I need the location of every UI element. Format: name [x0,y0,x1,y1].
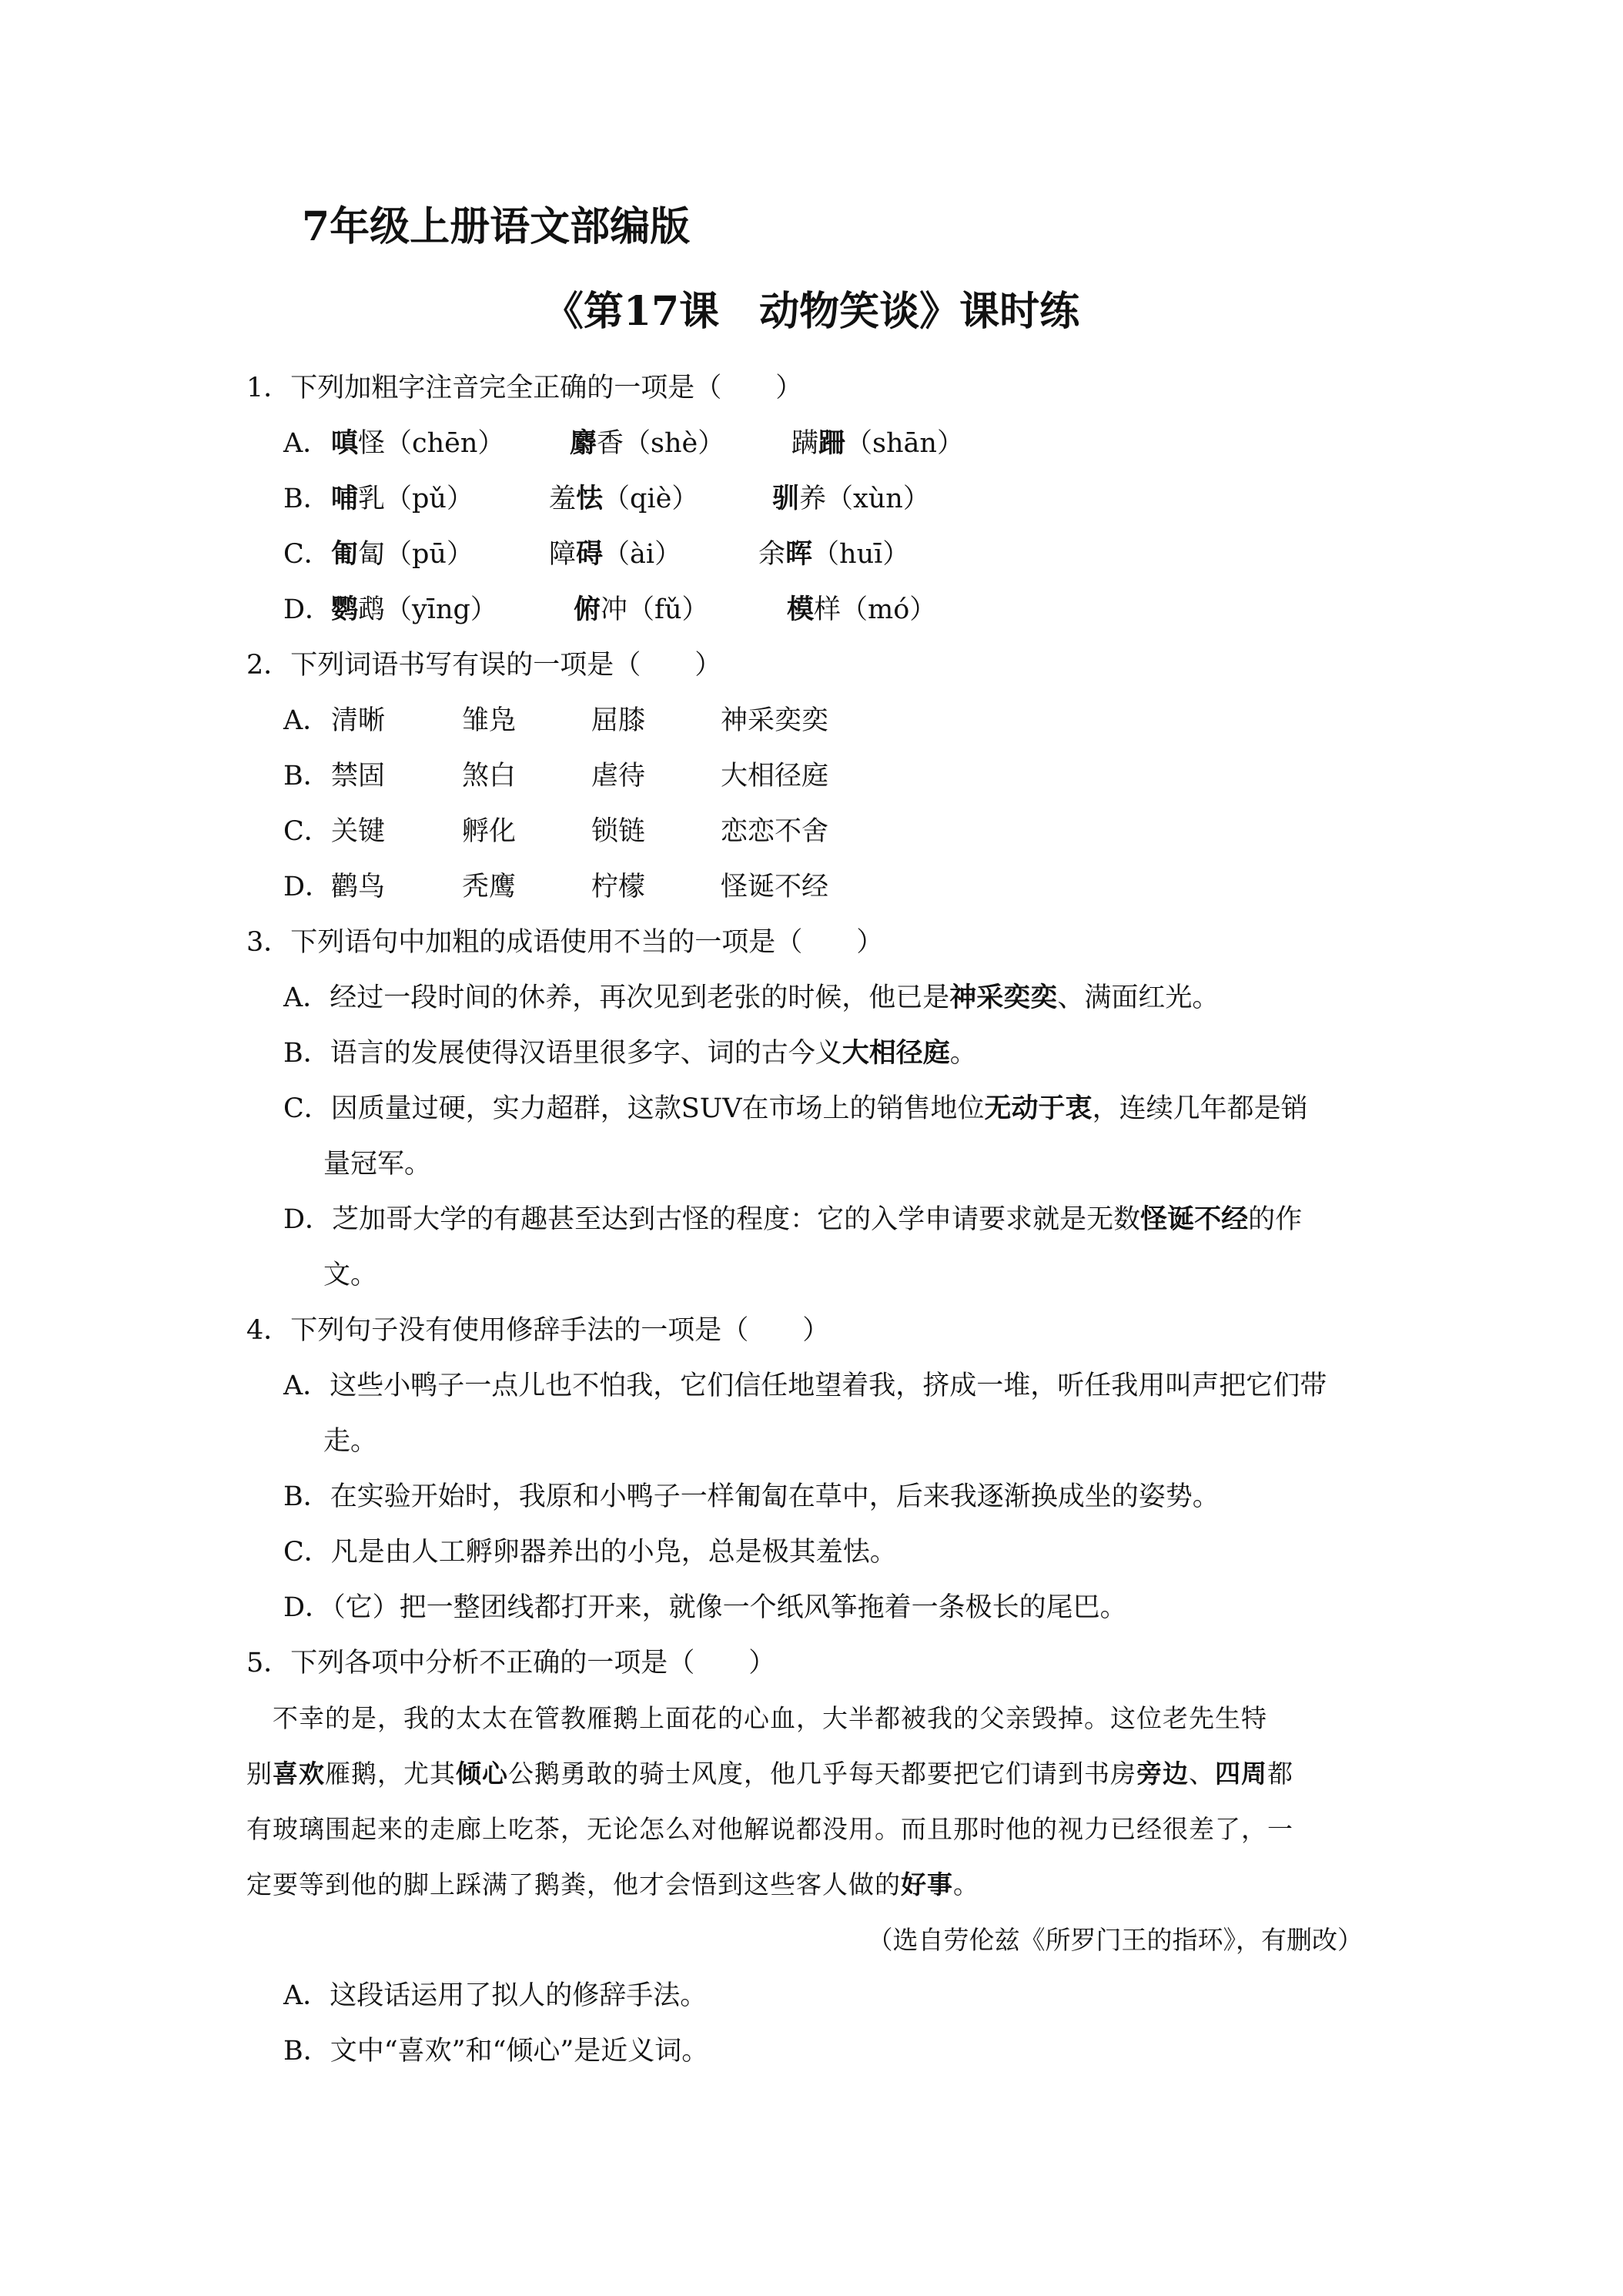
q1-d-item3: 模样（mó） [787,594,937,625]
q3-option-d: D．芝加哥大学的有趣甚至达到古怪的程度：它的入学申请要求就是无数怪诞不经的作 [283,1203,1303,1235]
option-label: A． [283,428,330,459]
q2-word: 禁固 [331,761,386,792]
q2-word: 孵化 [462,816,517,847]
q5-passage-line-2: 别喜欢雁鹅，尤其倾心公鹅勇敢的骑士风度，他几乎每天都要把它们请到书房旁边、四周都 [246,1759,1293,1789]
q4-option-d: D．（它）把一整团线都打开来，就像一个纸风筝拖着一条极长的尾巴。 [283,1592,1127,1623]
option-label: A． [283,705,330,736]
option-label: A． [283,982,330,1013]
q1-a-item1: 嗔怪（chēn） [331,427,505,459]
q5-option-a: A．这段话运用了拟人的修辞手法。 [283,1980,708,2011]
q2-word: 清晰 [331,705,386,736]
q3-d-continuation: 文。 [323,1260,378,1290]
q1-c-item2: 障碍（ài） [549,538,682,570]
q3-c-idiom: 无动于衷 [984,1093,1093,1124]
q3-d-idiom: 怪诞不经 [1140,1203,1249,1235]
option-label: A． [283,1980,330,2011]
q2-word: 煞白 [462,761,517,792]
q1-c-item3: 余晖（huī） [758,538,910,570]
q3-option-a: A．经过一段时间的休养，再次见到老张的时候，他已是神采奕奕、满面红光。 [283,982,1220,1013]
q2-option-d [283,859,829,915]
grade-title: 7年级上册语文部编版 [302,203,691,250]
q1-option-b [283,471,930,527]
q4-stem: 4．下列句子没有使用修辞手法的一项是（ ） [246,1315,830,1346]
option-label: A． [283,1371,330,1401]
q4-option-c: C．凡是由人工孵卵器养出的小凫，总是极其羞怯。 [283,1537,897,1568]
q2-word: 雏凫 [462,705,517,736]
q2-word: 秃鹰 [462,872,517,902]
q5-passage-line-4: 定要等到他的脚上踩满了鹅粪，他才会悟到这些客人做的好事。 [246,1869,979,1899]
q5-stem: 5．下列各项中分析不正确的一项是（ ） [246,1648,776,1678]
q1-b-item3: 驯养（xùn） [772,483,930,514]
q2-word: 恋恋不舍 [721,816,829,847]
q3-a-idiom: 神采奕奕 [949,982,1058,1013]
q1-option-c [283,527,910,582]
q1-option-d [283,582,937,638]
q5-passage-line-3: 有玻璃围起来的走廊上吃茶，无论怎么对他解说都没用。而且那时他的视力已经很差了，一 [246,1814,1293,1844]
q3-b-idiom: 大相径庭 [842,1037,950,1069]
option-label: B． [283,1481,330,1512]
q2-word: 神采奕奕 [721,705,829,736]
q3-c-continuation: 量冠军。 [323,1149,432,1180]
option-label: B． [283,761,330,792]
option-label: B． [283,484,330,514]
q1-d-item2: 俯冲（fǔ） [574,594,709,625]
option-label: C． [283,539,331,570]
option-label: D． [283,1204,333,1235]
q1-c-item1: 匍匐（pū） [331,538,474,570]
lesson-title: 《第17课 动物笑谈》课时练 [543,288,1080,335]
q2-word: 柠檬 [591,872,646,902]
q1-stem: 1．下列加粗字注音完全正确的一项是（ ） [246,373,803,403]
q2-word: 屈膝 [591,705,646,736]
q4-a-continuation: 走。 [323,1426,378,1457]
q2-word: 锁链 [591,816,646,847]
q5-source-citation: （选自劳伦兹《所罗门王的指环》，有删改） [867,1925,1363,1955]
q1-a-item3: 蹒跚（shān） [791,427,964,459]
q2-word: 虐待 [591,761,646,792]
q1-d-item1: 鹦鹉（yīng） [331,594,497,625]
q2-option-a [283,693,829,748]
option-label: C． [283,1537,331,1568]
q3-stem: 3．下列语句中加粗的成语使用不当的一项是（ ） [246,927,884,958]
option-label: C． [283,1093,331,1124]
q1-b-item2: 羞怯（qiè） [549,483,699,514]
option-label: C． [283,816,331,847]
q3-option-b: B．语言的发展使得汉语里很多字、词的古今义大相径庭。 [283,1037,977,1069]
q1-b-item1: 哺乳（pǔ） [331,483,474,514]
option-label: B． [283,1038,330,1069]
option-label: D． [283,872,333,902]
q2-word: 关键 [331,816,386,847]
q2-stem: 2．下列词语书写有误的一项是（ ） [246,650,722,681]
q5-option-b: B．文中“喜欢”和“倾心”是近义词。 [283,2036,709,2067]
option-label: D． [283,1592,333,1623]
q4-option-a: A．这些小鸭子一点儿也不怕我，它们信任地望着我，挤成一堆，听任我用叫声把它们带 [283,1371,1327,1401]
q2-option-b [283,748,829,804]
option-label: D． [283,594,333,625]
q2-word: 怪诞不经 [721,872,829,902]
q3-option-c: C．因质量过硬，实力超群，这款SUV在市场上的销售地位无动于衷，连续几年都是销 [283,1093,1308,1124]
q1-option-a [283,416,964,471]
q5-passage-line-1: 不幸的是，我的太太在管教雁鹅上面花的心血，大半都被我的父亲毁掉。这位老先生特 [246,1703,1267,1733]
q2-word: 大相径庭 [721,761,829,792]
option-label: B． [283,2036,330,2067]
q4-option-b: B．在实验开始时，我原和小鸭子一样匍匐在草中，后来我逐渐换成坐的姿势。 [283,1481,1220,1512]
q1-a-item2: 麝香（shè） [570,427,725,459]
q2-word: 鹳鸟 [331,872,386,902]
q2-option-c [283,804,829,859]
